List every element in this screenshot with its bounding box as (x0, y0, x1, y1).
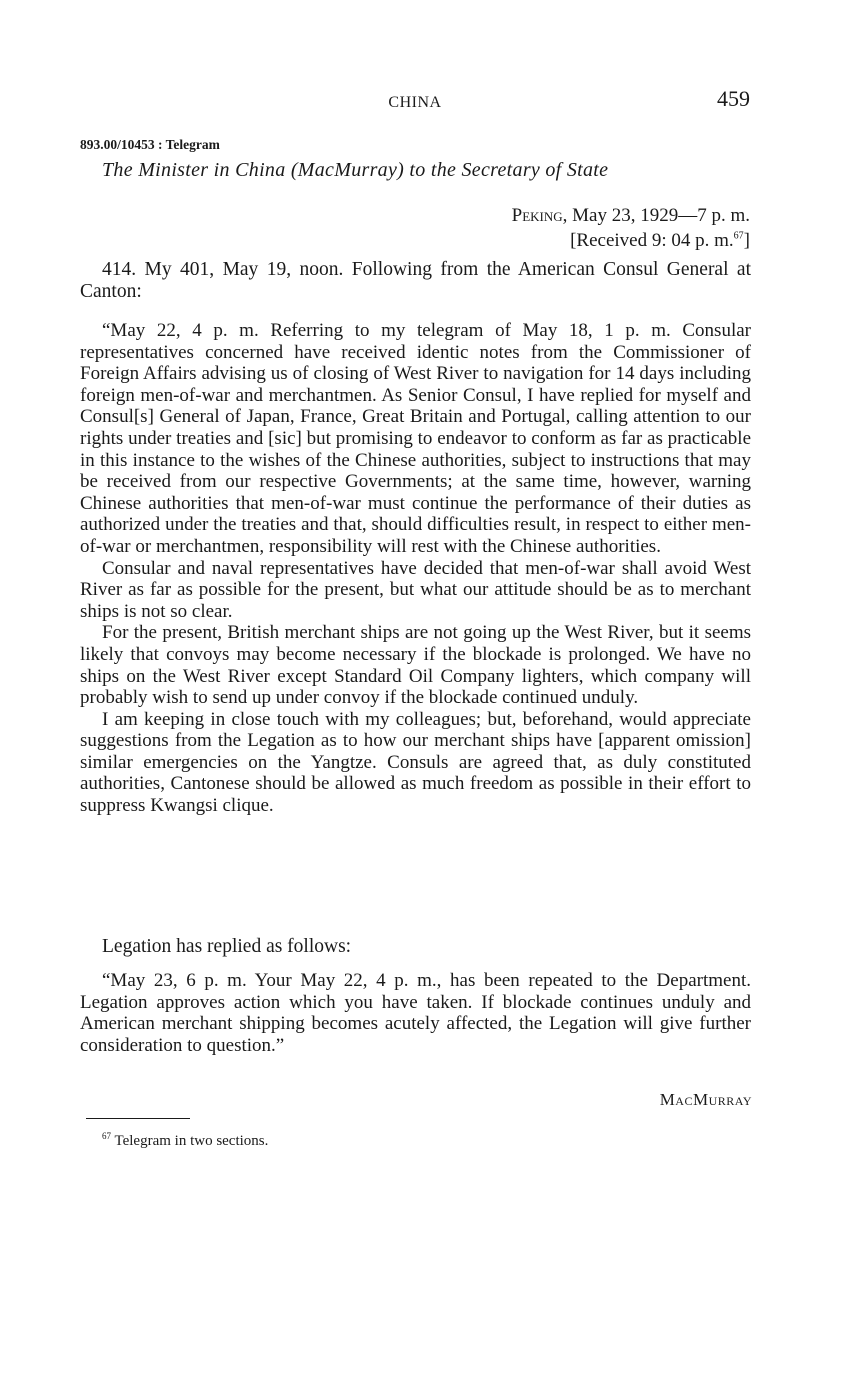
consul-quote (80, 320, 751, 817)
footnote-divider (86, 1118, 190, 1119)
dateline (400, 203, 750, 253)
dateline-received (400, 228, 750, 253)
footnote-marker: 67 (102, 1131, 111, 1141)
footnote-ref: 67 (733, 230, 744, 242)
dateline-place-date (400, 203, 750, 228)
running-title: CHINA (388, 94, 442, 111)
signature: MacMurray (659, 1090, 752, 1109)
document-heading (102, 159, 762, 182)
quote-paragraph-1: “May 22, 4 p. m. Referring to my telegram of May 18, 1 p. m. Consular representatives concerned have received identic notes from the Commissioner of Foreign Affairs advising us of closing of West River to navigation for 14 days including foreign men-of-war and merchantmen. As Senior Consul, I have replied for myself and Consul[s] General of Japan, France, Great Britain and Portugal, calling attention to our rights under treaties and [sic] but promising to endeavor to conform as far as practicable in this instance to the wishes of the Chinese authorities, subject to instructions that may be received from our respective Governments; at the same time, however, warning Chinese authorities that men-of-war must continue the performance of their duties as authorized under the treaties and that, should difficulties result, in respect to either men-of-war or merchantmen, responsibility will rest with the Chinese authorities. (80, 320, 751, 557)
document-id: 893.00/10453 : Telegram (80, 137, 220, 152)
footnote (102, 1133, 268, 1150)
received-close: ] (743, 230, 750, 251)
intro-paragraph (80, 259, 751, 303)
heading-part-a: The Minister in China ( (102, 159, 298, 181)
dateline-place: Peking (511, 205, 563, 226)
footnote-text: Telegram in two sections. (111, 1133, 269, 1149)
legation-intro-text: Legation has replied as follows: (102, 936, 352, 957)
legation-reply-quote (80, 970, 751, 1056)
intro-text: 414. My 401, May 19, noon. Following from the American Consul General at Canton: (80, 259, 751, 302)
quote-paragraph-4: I am keeping in close touch with my colleagues; but, beforehand, would appreciate suggestions from the Legation as to how our merchant ships have [apparent omission] similar emergencies on the Yangtze. Consuls are agreed that, as duly constituted authorities, Cantonese should be allowed as much freedom as possible in their effort to suppress Kwangsi clique. (80, 708, 751, 817)
heading-part-c: ) to the Secretary of State (397, 159, 609, 181)
quote-paragraph-2: Consular and naval representatives have decided that men-of-war shall avoid West River as far as possible for the present, but what our attitude should be as to merchant ships is not so clear. (80, 557, 751, 622)
legation-reply-text: “May 23, 6 p. m. Your May 22, 4 p. m., has been repeated to the Department. Legation approves action which you have taken. If blockade continues unduly and American merchant shipping becomes acutely affected, the Legation will give further consideration to question.” (80, 970, 751, 1056)
quote-paragraph-3: For the present, British merchant ships are not going up the West River, but it seems likely that convoys may become necessary if the blockade is prolonged. We have no ships on the West River except Standard Oil Company lighters, which company will probably wish to send up under convoy if the blockade continued unduly. (80, 622, 751, 709)
heading-part-b: MacMurray (297, 159, 398, 181)
legation-intro (80, 936, 751, 958)
page-number: 459 (717, 86, 750, 111)
dateline-date: , May 23, 1929—7 p. m. (562, 205, 750, 226)
received-text: [Received 9: 04 p. m. (570, 230, 734, 251)
